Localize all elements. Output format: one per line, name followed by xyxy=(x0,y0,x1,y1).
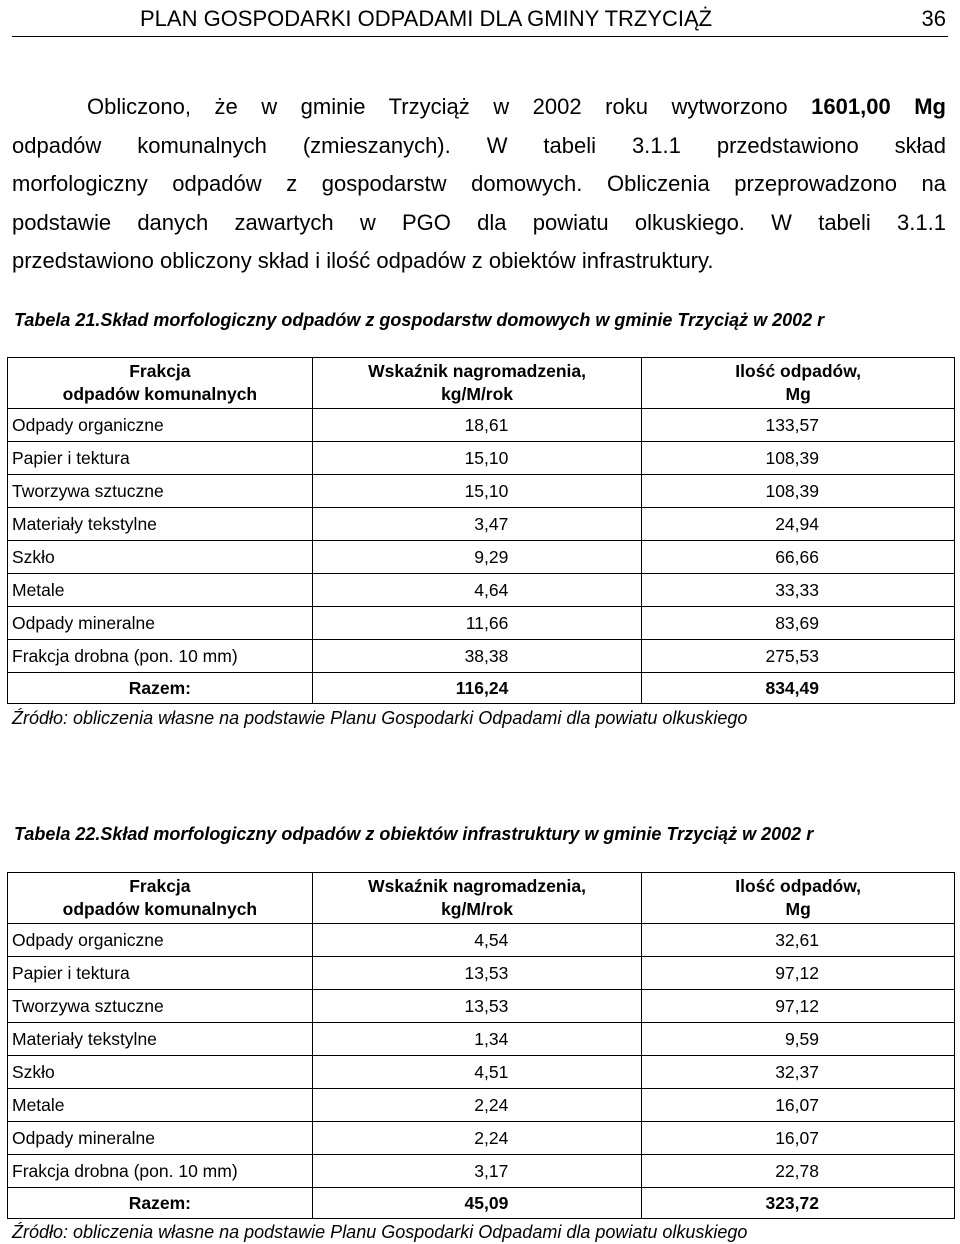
total-amount: 834,49 xyxy=(642,673,955,704)
waste-amount: 16,07 xyxy=(642,1089,955,1122)
accumulation-index: 38,38 xyxy=(312,640,642,673)
accumulation-index: 2,24 xyxy=(312,1089,642,1122)
waste-amount: 108,39 xyxy=(642,475,955,508)
fraction-name: Tworzywa sztuczne xyxy=(8,990,313,1023)
fraction-name: Tworzywa sztuczne xyxy=(8,475,313,508)
table21 xyxy=(7,357,955,704)
header-text: Ilość odpadów, xyxy=(735,361,862,381)
total-row xyxy=(8,673,955,704)
total-label: Razem: xyxy=(8,673,313,704)
header-text: Mg xyxy=(785,384,811,404)
fraction-name: Papier i tektura xyxy=(8,957,313,990)
waste-amount: 275,53 xyxy=(642,640,955,673)
fraction-name: Metale xyxy=(8,1089,313,1122)
header-text: Ilość odpadów, xyxy=(735,876,862,896)
accumulation-index: 4,51 xyxy=(312,1056,642,1089)
table21-source: Źródło: obliczenia własne na podstawie Planu Gospodarki Odpadami dla powiatu olkuskiego xyxy=(12,708,748,728)
intro-line: przedstawiono obliczony skład i ilość odpadów z obiektów infrastruktury. xyxy=(12,248,714,273)
document-title: PLAN GOSPODARKI ODPADAMI DLA GMINY TRZYCIĄŻ xyxy=(140,6,713,31)
header-text: Wskaźnik nagromadzenia, xyxy=(368,876,586,896)
accumulation-index: 1,34 xyxy=(312,1023,642,1056)
header-text: Wskaźnik nagromadzenia, xyxy=(368,361,586,381)
table-row xyxy=(8,442,955,475)
waste-amount: 32,61 xyxy=(642,924,955,957)
table-row xyxy=(8,924,955,957)
waste-total: 1601,00 Mg xyxy=(811,94,946,119)
waste-amount: 32,37 xyxy=(642,1056,955,1089)
column-header-fraction xyxy=(8,358,313,409)
waste-amount: 97,12 xyxy=(642,990,955,1023)
waste-amount: 97,12 xyxy=(642,957,955,990)
fraction-name: Papier i tektura xyxy=(8,442,313,475)
fraction-name: Odpady organiczne xyxy=(8,924,313,957)
table21-body xyxy=(8,358,955,704)
table-row xyxy=(8,574,955,607)
fraction-name: Metale xyxy=(8,574,313,607)
table-row xyxy=(8,1122,955,1155)
fraction-name: Materiały tekstylne xyxy=(8,508,313,541)
header-text: Frakcja xyxy=(129,876,191,896)
waste-amount: 108,39 xyxy=(642,442,955,475)
table-row xyxy=(8,508,955,541)
column-header-index xyxy=(312,873,642,924)
table22-caption: Tabela 22.Skład morfologiczny odpadów z obiektów infrastruktury w gminie Trzyciąż w 2002 r xyxy=(14,824,814,844)
table-row xyxy=(8,1023,955,1056)
fraction-name: Frakcja drobna (pon. 10 mm) xyxy=(8,640,313,673)
waste-amount: 33,33 xyxy=(642,574,955,607)
accumulation-index: 13,53 xyxy=(312,990,642,1023)
header-text: kg/M/rok xyxy=(441,899,514,919)
page-number: 36 xyxy=(921,6,946,31)
intro-line: odpadów komunalnych (zmieszanych). W tabeli 3.1.1 przedstawiono skład xyxy=(12,132,946,158)
accumulation-index: 11,66 xyxy=(312,607,642,640)
table-row xyxy=(8,1056,955,1089)
table-row xyxy=(8,1155,955,1188)
accumulation-index: 3,47 xyxy=(312,508,642,541)
waste-amount: 22,78 xyxy=(642,1155,955,1188)
table-row xyxy=(8,409,955,442)
total-amount: 323,72 xyxy=(642,1188,955,1219)
accumulation-index: 9,29 xyxy=(312,541,642,574)
intro-text: Obliczono, że w gminie Trzyciąż w 2002 roku wytworzono xyxy=(87,94,812,119)
intro-line: morfologiczny odpadów z gospodarstw domowych. Obliczenia przeprowadzono na xyxy=(12,171,946,196)
table22 xyxy=(7,872,955,1219)
fraction-name: Odpady organiczne xyxy=(8,409,313,442)
table21-caption: Tabela 21.Skład morfologiczny odpadów z gospodarstw domowych w gminie Trzyciąż w 2002 r xyxy=(14,310,825,330)
fraction-name: Szkło xyxy=(8,541,313,574)
header-text: Frakcja xyxy=(129,361,191,381)
waste-amount: 24,94 xyxy=(642,508,955,541)
waste-amount: 9,59 xyxy=(642,1023,955,1056)
table-row xyxy=(8,607,955,640)
table-header-row xyxy=(8,873,955,924)
table-row xyxy=(8,990,955,1023)
accumulation-index: 4,54 xyxy=(312,924,642,957)
column-header-amount xyxy=(642,358,955,409)
total-label: Razem: xyxy=(8,1188,313,1219)
header-text: kg/M/rok xyxy=(441,384,514,404)
waste-amount: 16,07 xyxy=(642,1122,955,1155)
accumulation-index: 13,53 xyxy=(312,957,642,990)
waste-amount: 66,66 xyxy=(642,541,955,574)
accumulation-index: 15,10 xyxy=(312,475,642,508)
table-row xyxy=(8,1089,955,1122)
waste-amount: 83,69 xyxy=(642,607,955,640)
fraction-name: Odpady mineralne xyxy=(8,1122,313,1155)
column-header-index xyxy=(312,358,642,409)
accumulation-index: 18,61 xyxy=(312,409,642,442)
fraction-name: Szkło xyxy=(8,1056,313,1089)
accumulation-index: 4,64 xyxy=(312,574,642,607)
table-row xyxy=(8,640,955,673)
intro-line: podstawie danych zawartych w PGO dla powiatu olkuskiego. W tabeli 3.1.1 xyxy=(12,209,946,235)
header-text: Mg xyxy=(785,899,811,919)
accumulation-index: 3,17 xyxy=(312,1155,642,1188)
header-text: odpadów komunalnych xyxy=(62,384,258,404)
accumulation-index: 15,10 xyxy=(312,442,642,475)
table-row xyxy=(8,475,955,508)
fraction-name: Materiały tekstylne xyxy=(8,1023,313,1056)
table-row xyxy=(8,541,955,574)
table22-source: Źródło: obliczenia własne na podstawie Planu Gospodarki Odpadami dla powiatu olkuskiego xyxy=(12,1222,748,1242)
waste-amount: 133,57 xyxy=(642,409,955,442)
column-header-amount xyxy=(642,873,955,924)
table-row xyxy=(8,957,955,990)
table-header-row xyxy=(8,358,955,409)
intro-line xyxy=(12,88,946,127)
fraction-name: Odpady mineralne xyxy=(8,607,313,640)
table22-body xyxy=(8,873,955,1219)
fraction-name: Frakcja drobna (pon. 10 mm) xyxy=(8,1155,313,1188)
total-index: 116,24 xyxy=(312,673,642,704)
intro-paragraph xyxy=(12,88,946,281)
column-header-fraction xyxy=(8,873,313,924)
header-text: odpadów komunalnych xyxy=(62,899,258,919)
total-index: 45,09 xyxy=(312,1188,642,1219)
page-header xyxy=(12,4,948,37)
total-row xyxy=(8,1188,955,1219)
accumulation-index: 2,24 xyxy=(312,1122,642,1155)
